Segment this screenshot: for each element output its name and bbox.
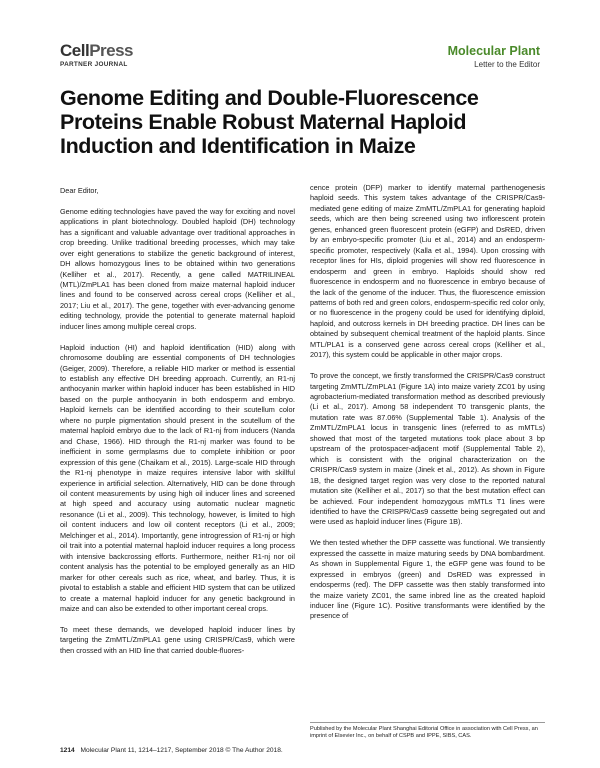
- salutation: Dear Editor,: [60, 186, 99, 195]
- footnote-divider: [310, 722, 545, 723]
- left-column: [60, 186, 295, 667]
- article-type: Letter to the Editor: [474, 60, 540, 69]
- page-number: 1214: [60, 747, 75, 754]
- paragraph: To meet these demands, we developed haploid inducer lines by targeting the ZmMTL/ZmPLA1 gene using CRISPR/Cas9, which were then crossed with an HID line that carried double-fluores-: [60, 624, 295, 655]
- journal-header: [448, 44, 540, 69]
- paragraph: Haploid induction (HI) and haploid identification (HID) along with chromosome doubling are essential components of DH technologies (Geiger, 2009). Therefore, a reliable HID marker or method is essential to establish any effective DH breeding approach. Currently, an R1-nj anthocyanin marker within haploid inducer has been established in HID based on the purple anthocyanin in both endosperm and embryo. Haploid kernels can be identified according to their scutellum color where no purple pigmentation should present in the scutellum of the maternal haploid embryo due to the lack of R1-nj from inducers (Nanda and Chase, 1966). HID through the R1-nj marker was found to be inefficient in some germplasms due to complete inhibition or poor expression of this gene (Chaikam et al., 2015). Large-scale HID through the R1-nj phenotype in maize requires intensive labor with skillful experience in artificial selection. Alternatively, HID can be done through oil content measurements by using high oil inducer lines and screened at high speed and accuracy using automatic nuclear magnetic resonance (Li et al., 2009). This technology, however, is limited to high oil content inducers and low oil content receptors (Li et al., 2009; Melchinger et al., 2014). Importantly, gene introgression of R1-nj or high oil trait into a potential maternal haploid inducer requires a long process with intensive backcrossing efforts. Furthermore, neither R1-nj nor oil content analysis has the potential to be employed generally as an HID marker for other cereals such as rice, wheat, and barley. Thus, it is pivotal to establish a stable and efficient HID system that can be utilized to create a maternal haploid inducer for any genetic background in maize and can also be extended to other important cereal crops.: [60, 342, 295, 613]
- logo-subtitle: PARTNER JOURNAL: [60, 61, 128, 68]
- citation-line: Molecular Plant 11, 1214–1217, September 2018 © The Author 2018.: [80, 747, 283, 754]
- paragraph: Genome editing technologies have paved the way for exciting and novel applications in plant biotechnology. Doubled haploid (DH) technology has a significant and valuable advantage over traditional approaches in crop breeding. Unlike traditional breeding processes, which may take over eight generations to stabilize the genetic background of interest, DH allows homozygous lines to be obtained within two generations (Kelliher et al., 2017). Recently, a gene called MATRILINEAL (MTL)/ZmPLA1 has been cloned from maize maternal haploid inducer lines and found to be conserved across cereal crops (Kelliher et al., 2017; Liu et al., 2017). The gene, together with ever-advancing genome editing technology, provide the potential to generate maternal haploid inducer lines among multiple cereal crops.: [60, 206, 295, 331]
- article-title: Genome Editing and Double-Fluorescence Proteins Enable Robust Maternal Haploid Induction and Identification in Maize: [60, 86, 479, 158]
- cellpress-logo: [60, 42, 133, 68]
- right-column: [310, 183, 545, 632]
- journal-name: Molecular Plant: [447, 44, 540, 58]
- paragraph: To prove the concept, we firstly transformed the CRISPR/Cas9 construct targeting ZmMTL/ZmPLA1 (Figure 1A) into maize variety ZC01 by using agrobacterium-mediated transformation method as described previously (Li et al., 2017). Among 58 independent T0 transgenic plants, the mutation rate was 87.06% (Supplemental Table 1). Analysis of the ZmMTL/ZmPLA1 locus in transgenic lines (referred to as mMTLs) showed that most of the targeted mutations took place about 3 bp upstream of the protospacer-adjacent motif (Supplemental Table 2), which is consistent with the original characterization on the CRISPR/Cas9 system in maize (Jinek et al., 2012). As shown in Figure 1B, the designed target region was very close to the reported natural mutation site (Kelliher et al., 2017) so that the best mutation effect can be achieved. Four independent homozygous mMTLs T1 lines were identified to have the CRISPR/Cas9 cassette being segregated out and were used as haploid inducer lines (Figure 1B).: [310, 371, 545, 527]
- page-footer: [60, 747, 283, 754]
- publisher-footnote: Published by the Molecular Plant Shanghai Editorial Office in association with Cell Press, an imprint of Elsevier Inc., on behalf of CSPB and IPPE, SIBS, CAS.: [310, 726, 538, 739]
- paragraph: cence protein (DFP) marker to identify maternal parthenogenesis haploid seeds. This system takes advantage of the CRISPR/Cas9-mediated gene editing of maize ZmMTL/ZmPLA1 for generating haploid seeds, which are then being screened using two inflorescent protein genes, enhanced green fluorescent protein (eGFP) and DsRED, driven by an embryo-specific promoter (Liu et al., 2014) and an endosperm-specific promoter, respectively (Kalla et al., 1994). Upon crossing with receptor lines for HIs, diploid progenies will show red fluorescence in endosperm and green in embryo. Haploids should show red fluorescence in endosperm and no fluorescence in embryo because of the lack of the genome of the inducer. Thus, the fluorescence emission patterns of both red and green colors, endosperm-specific red color only, or no fluorescence in the progeny could be used for identifying diploid, haploid, and outcross kernels in DH breeding practice. DH lines can be obtained by subsequent chemical treatment of the haploid plants. Since MTL/PLA1 is a conserved gene across cereal crops (Kelliher et al., 2017), this system could be applicable in other major crops.: [310, 183, 545, 360]
- paragraph: We then tested whether the DFP cassette was functional. We transiently expressed the cassette in maize maturing seeds by DNA bombardment. As shown in Supplemental Figure 1, the eGFP gene was found to be expressed in embryos (green) and DsRED was expressed in endosperms (red). The DFP cassette was then stably transformed into the maize variety ZC01, the same inbred line as the created haploid inducer line (Figure 1C). Positive transformants were identified by the presence of: [310, 538, 545, 621]
- logo-wordmark: CellPress: [60, 41, 134, 60]
